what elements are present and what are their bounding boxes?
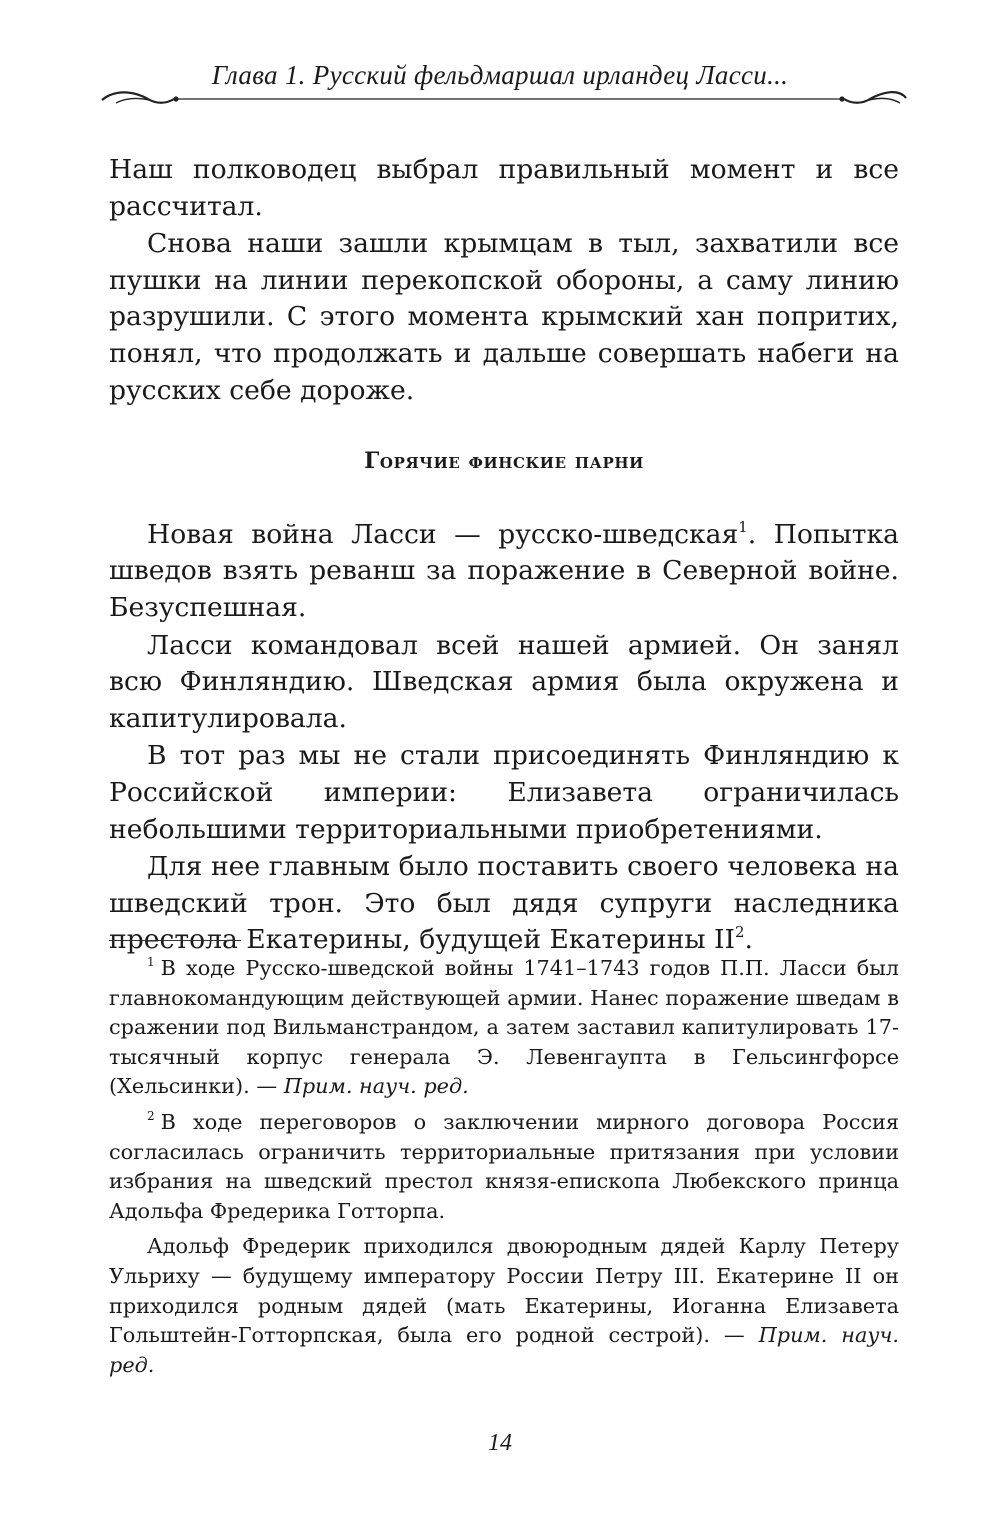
- paragraph-text: Новая война Ласси — русско-шведская: [147, 518, 739, 550]
- editor-note: Прим. науч. ред.: [283, 1074, 469, 1099]
- paragraph: В тот раз мы не стали присоединять Финляндию к Российской империи: Елизавета ограничилась небольшими территориальными приобретениями.: [109, 740, 899, 845]
- footnote: [109, 1108, 899, 1226]
- footnotes: [109, 954, 899, 1386]
- left-flourish: [102, 92, 174, 102]
- page-number: 14: [488, 1430, 512, 1456]
- paragraph: Снова наши зашли крымцам в тыл, захватили все пушки на линии перекопской обороны, а саму линию разрушили. С этого момента крымский хан попритих, понял, что продолжать и дальше совершать набеги на русских себе дороже.: [109, 228, 899, 406]
- footnote-ref[interactable]: 2: [734, 923, 745, 942]
- footnote-text: В ходе Русско-шведской войны 1741–1743 годов П.П. Ласси был главнокомандующим действующей армии. Нанес поражение шведам в сражении под Вильманстрандом, а затем заставил капитулировать 17-тысячный корпус генерала Э. Левенгаупта в Гельсингфорсе (Хельсинки). —: [109, 956, 899, 1099]
- paragraph: Ласси командовал всей нашей армией. Он занял всю Финляндию. Шведская армия была окружена и капитулировала.: [109, 629, 899, 734]
- footnote-text: В ходе переговоров о заключении мирного договора Россия согласилась ограничить территориальные притязания при условии избрания на шведский престол князя-епископа Любекского принца Адольфа Фредерика Готторпа.: [109, 1109, 899, 1223]
- paragraph: Наш полководец выбрал правильный момент и все рассчитал.: [109, 154, 899, 222]
- footnote-divider: [109, 940, 241, 941]
- footnote-continuation: [109, 1232, 899, 1380]
- editor-note: Прим. науч. ред.: [109, 1323, 899, 1377]
- running-header: Глава 1. Русский фельдмаршал ирландец Ласси...: [211, 60, 789, 90]
- section-heading: Горячие финские парни: [364, 448, 644, 475]
- footnote: [109, 954, 899, 1102]
- footnote-mark: 1: [147, 955, 155, 969]
- footnote-ref[interactable]: 1: [738, 517, 748, 536]
- paragraph: [109, 849, 899, 959]
- paragraph: [109, 517, 899, 627]
- paragraph-text: . Попытка шведов взять реванш за поражение в Северной войне. Безуспешная.: [109, 518, 899, 623]
- main-text: [109, 152, 899, 959]
- paragraph-text: .: [744, 924, 753, 956]
- footnote-text: Адольф Фредерик приходился двоюродным дядей Карлу Петеру Ульриху — будущему императору России Петру III. Екатерине II он приходился родным дядей (мать Екатерины, Иоганна Елизавета Гольштейн-Готторпская, была его родной сестрой). —: [109, 1234, 899, 1348]
- paragraph-text: Для нее главным было поставить своего человека на шведский трон. Это был дядя супруги наследника престола Екатерины, будущей Екатерины II: [109, 851, 899, 956]
- header-ornament: [100, 86, 908, 112]
- right-dot: [839, 96, 844, 101]
- footnote-mark: 2: [147, 1108, 155, 1123]
